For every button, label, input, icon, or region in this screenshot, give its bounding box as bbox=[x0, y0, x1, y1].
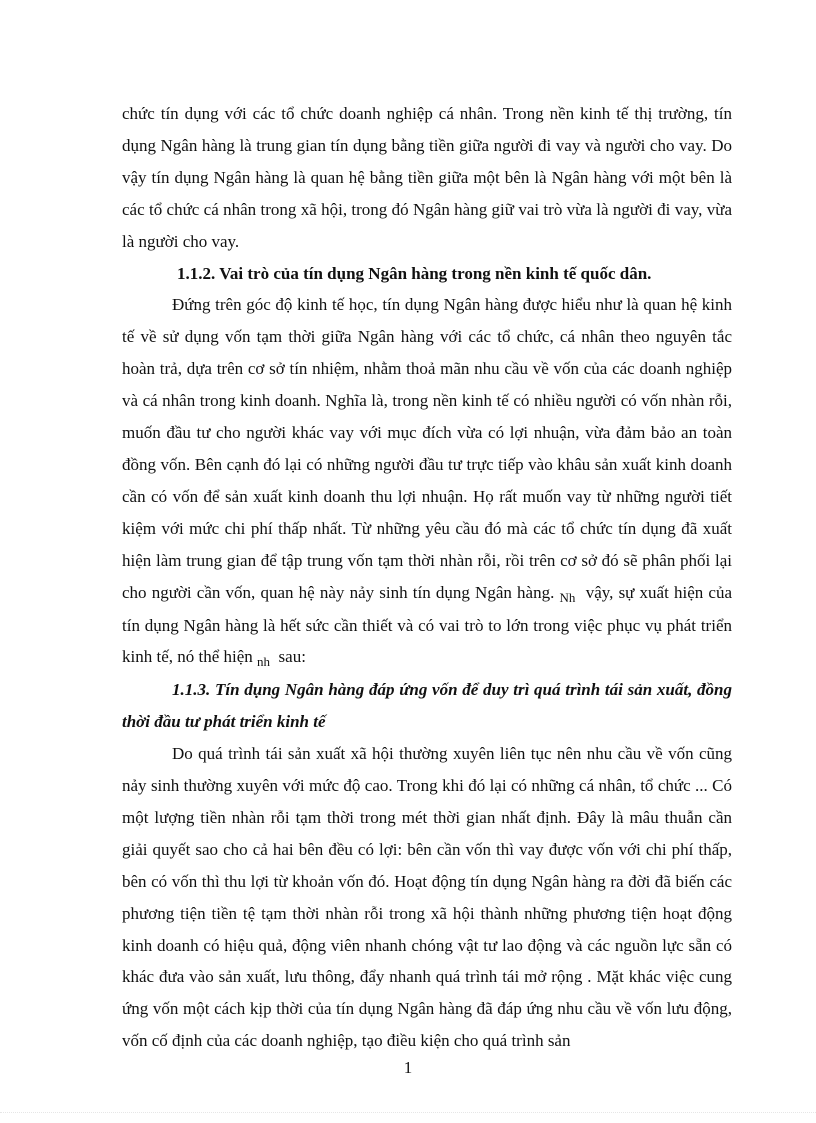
heading-1-1-2: 1.1.2. Vai trò của tín dụng Ngân hàng trong nền kinh tế quốc dân. bbox=[177, 263, 652, 283]
paragraph-role-fragment-nh-lower: nh bbox=[257, 654, 271, 670]
paragraph-role-fragment-nh: Nh bbox=[559, 589, 576, 605]
paragraph-role-text-end: sau: bbox=[278, 647, 306, 667]
paragraph-role-text-middle: vậy, sự xuất hiện của tín dụng Ngân hàng là hết sức cần thiết và có vai trò to lớn trong việc phục vụ phát triển kinh tế, nó thể hiện bbox=[122, 582, 733, 667]
paragraph-role-text: Đứng trên góc độ kinh tế học, tín dụng Ngân hàng được hiểu như là quan hệ kinh tế về sử dụng vốn tạm thời giữa Ngân hàng với các tổ chức, cá nhân theo nguyên tắc hoàn trả, dựa trên cơ sở tín nhiệm, nhằm thoả mãn nhu cầu về vốn của các doanh nghiệp và cá nhân trong kinh doanh. Nghĩa là, trong nền kinh tế có nhiều người có vốn nhàn rỗi, muốn đầu tư cho người khác vay với mục đích vừa có lợi nhuận, vừa đảm bảo an toàn đồng vốn. Bên cạnh đó lại có những người đầu tư trực tiếp vào khâu sản xuất kinh doanh cần có vốn để sản xuất kinh doanh thu lợi nhuận. Họ rất muốn vay từ những người tiết kiệm với mức chi phí thấp nhất. Từ những yêu cầu đó mà các tổ chức tín dụng đã xuất hiện làm trung gian để tập trung vốn tạm thời nhàn rỗi, rồi trên cơ sở đó sẽ phân phối lại cho người cần vốn, quan hệ này nảy sinh tín dụng Ngân hàng. bbox=[122, 295, 732, 602]
page-number: 1 bbox=[403, 1058, 413, 1077]
paragraph-intro: chức tín dụng với các tổ chức doanh nghiệp cá nhân. Trong nền kinh tế thị trường, tín dụng Ngân hàng là trung gian tín dụng bằng tiền giữa người đi vay và người cho vay. Do vậy tín dụng Ngân hàng là quan hệ bằng tiền giữa một bên là Ngân hàng với một bên là các tổ chức cá nhân trong xã hội, trong đó Ngân hàng giữ vai trò vừa là người đi vay, vừa là người cho vay. bbox=[122, 104, 732, 251]
page-body bbox=[122, 98, 732, 1057]
page-bottom-divider bbox=[0, 1112, 816, 1113]
paragraph-reproduction: Do quá trình tái sản xuất xã hội thường xuyên liên tục nên nhu cầu về vốn cũng nảy sinh thường xuyên với mức độ cao. Trong khi đó lại có những cá nhân, tổ chức ... Có một lượng tiền nhàn rỗi tạm thời trong mét thời gian nhất định. Đây là mâu thuẫn cần giải quyết sao cho cả hai bên đều có lợi: bên cần vốn thì vay được vốn với chi phí thấp, bên có vốn thì thu lợi từ khoản vốn đó. Hoạt động tín dụng Ngân hàng ra đời đã biến các phương tiện tiền tệ tạm thời nhàn rỗi trong xã hội thành những phương tiện hoạt động kinh doanh có hiệu quả, động viên nhanh chóng vật tư lao động và các nguồn lực sẵn có khác đưa vào sản xuất, lưu thông, đẩy nhanh quá trình tái mở rộng . Mặt khác việc cung ứng vốn một cách kịp thời của tín dụng Ngân hàng đã đáp ứng nhu cầu về vốn lưu động, vốn cố định của các doanh nghiệp, tạo điều kiện cho quá trình sản bbox=[122, 744, 732, 1051]
paragraph-role bbox=[122, 289, 732, 674]
heading-1-1-3: 1.1.3. Tín dụng Ngân hàng đáp ứng vốn để duy trì quá trình tái sản xuất, đồng thời đầu tư phát triển kinh tế bbox=[122, 680, 732, 732]
